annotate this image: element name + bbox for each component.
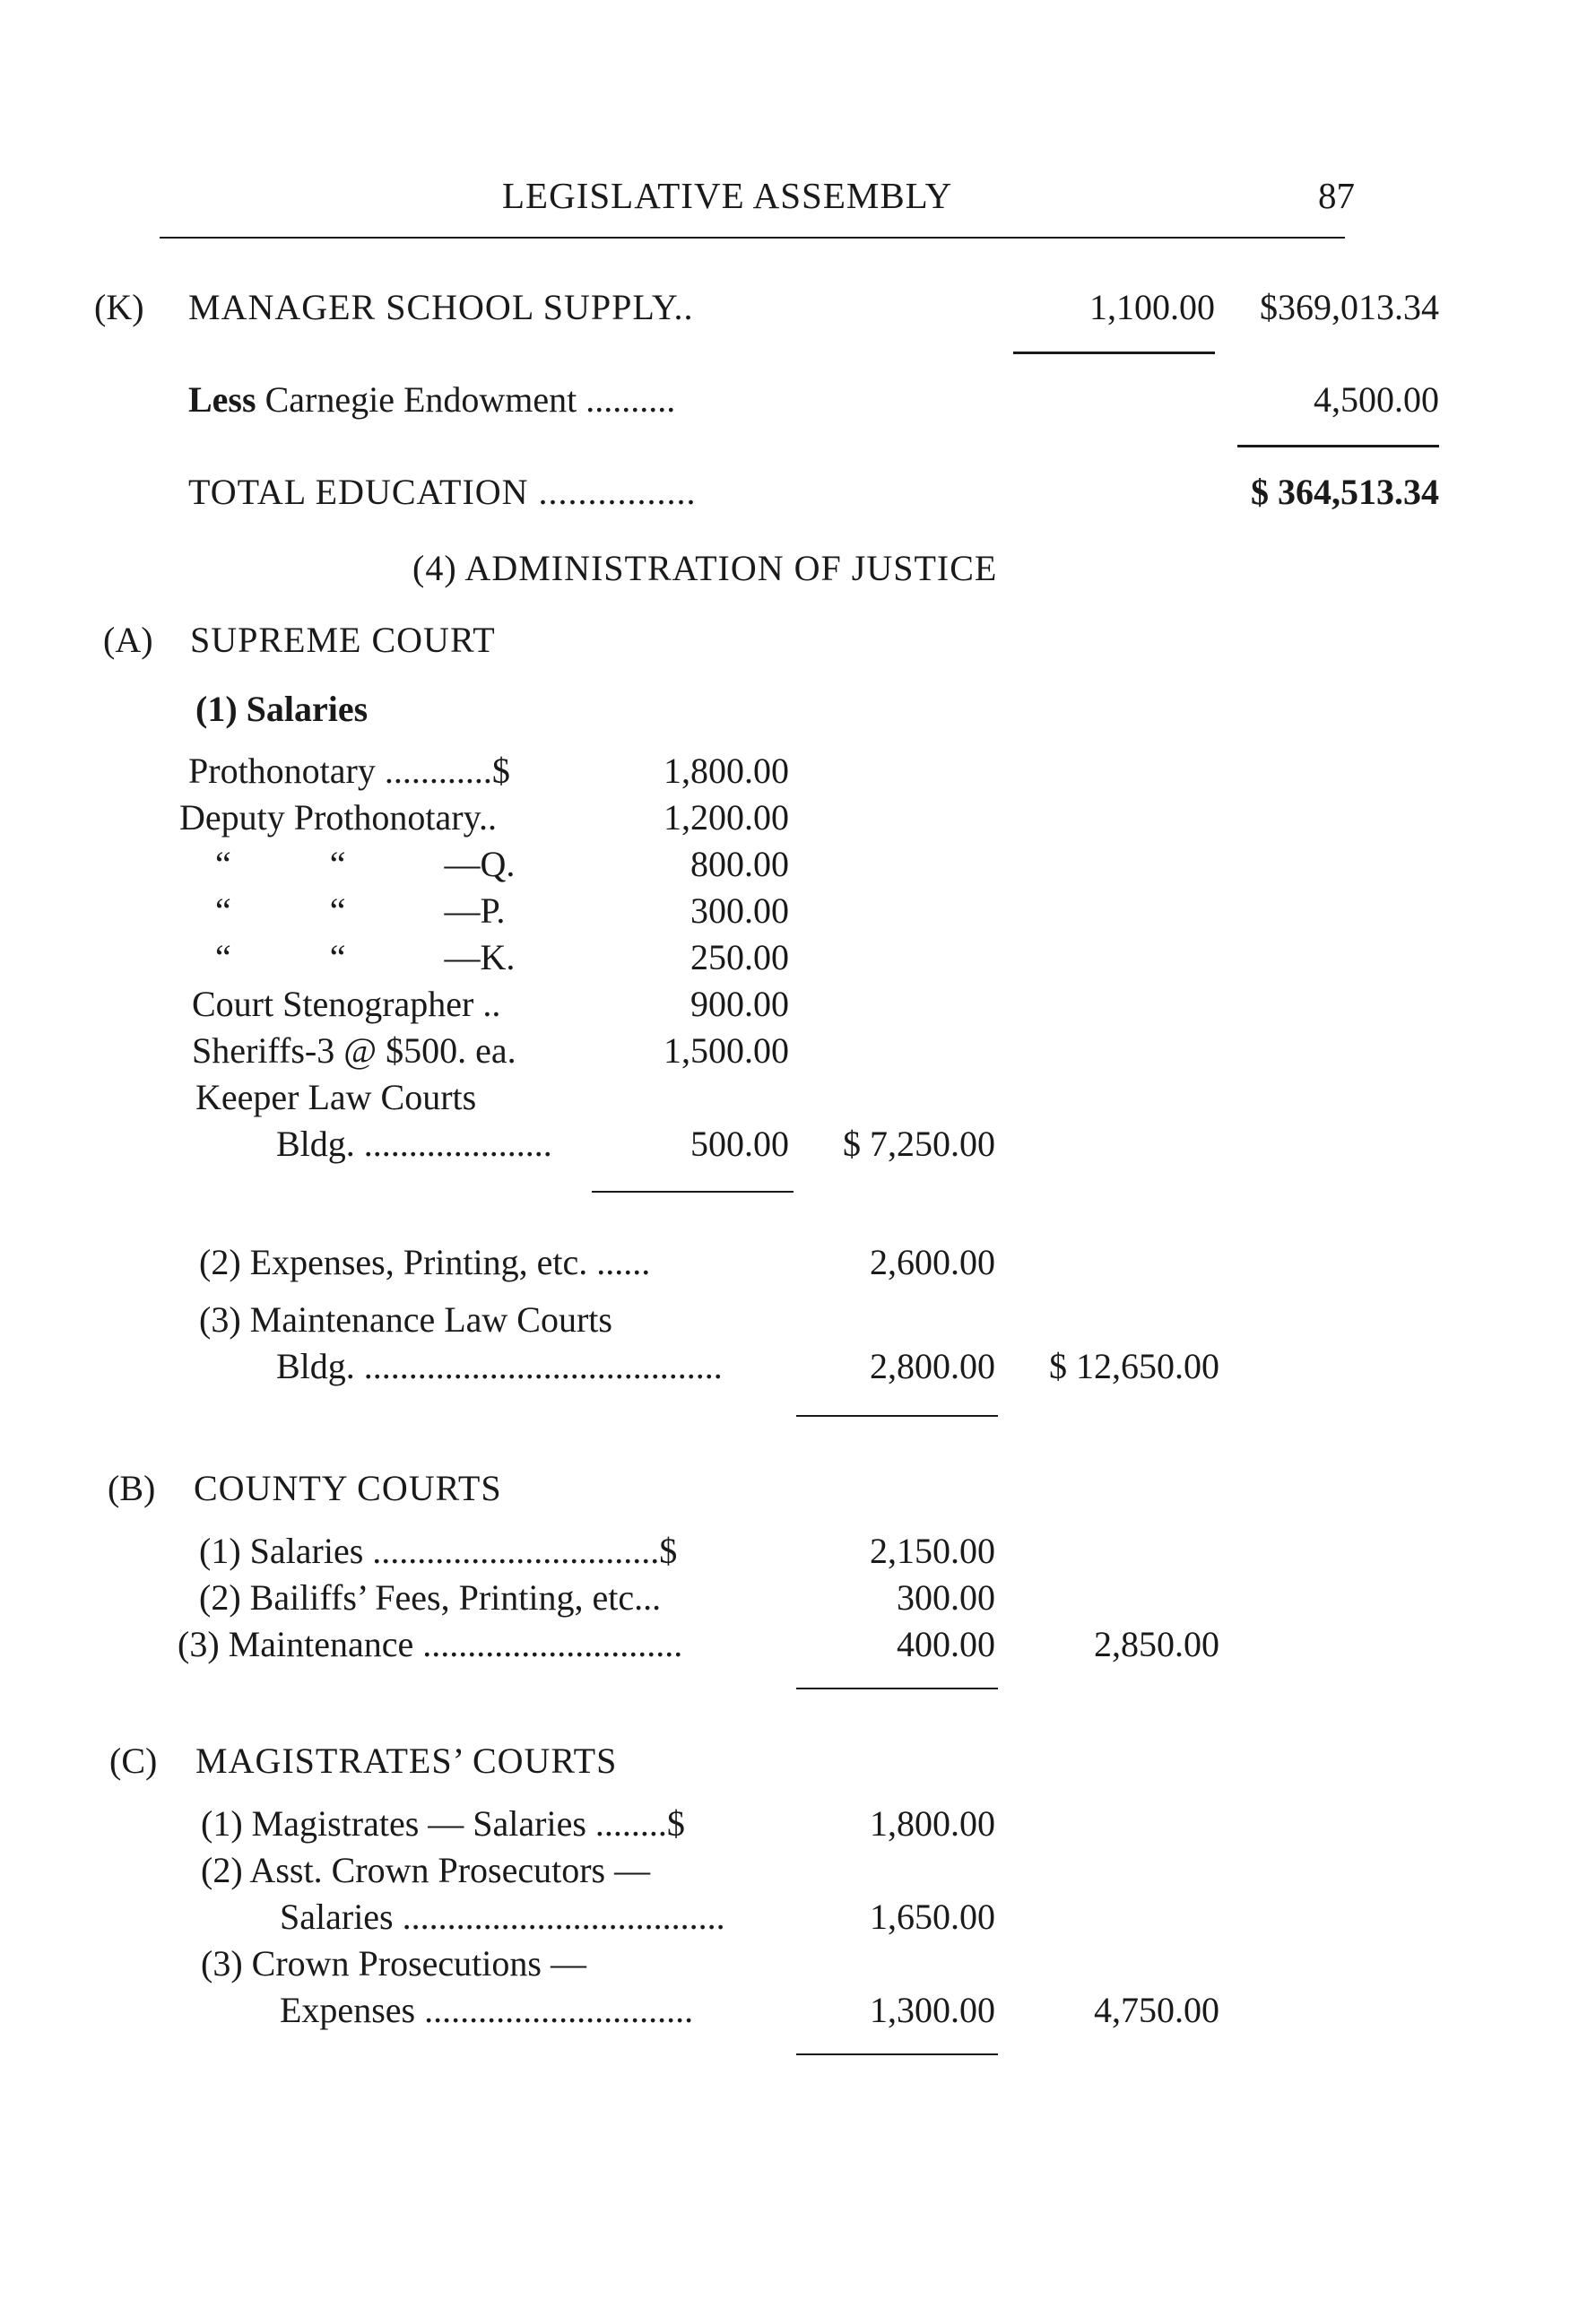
county-courts-rule [796, 1688, 998, 1689]
less-text: Carnegie Endowment .......... [265, 379, 676, 420]
magistrates-item-2-amount: 1,650.00 [870, 1897, 995, 1937]
magistrates-item-3-amount: 1,300.00 [870, 1990, 995, 2030]
supreme-salaries-heading: (1) Salaries [195, 689, 369, 729]
salary-row-amount: 900.00 [690, 984, 789, 1024]
salary-row-text: Bldg. ..................... [276, 1124, 552, 1164]
less-amount: 4,500.00 [1314, 379, 1439, 420]
supreme-salaries-total: $ 7,250.00 [843, 1124, 995, 1164]
salary-row-text: Deputy Prothonotary.. [179, 797, 498, 838]
k-amount-rule [1013, 352, 1215, 354]
supreme-expenses-amount: 2,600.00 [870, 1242, 995, 1282]
salary-row-text: Sheriffs-3 @ $500. ea. [192, 1030, 516, 1071]
magistrates-courts-rule [796, 2053, 998, 2055]
less-rule [1237, 445, 1439, 447]
salary-row-amount: 250.00 [690, 937, 789, 977]
salary-row-text: “ “ —K. [215, 937, 516, 977]
item-k-amount: 1,100.00 [1089, 287, 1215, 327]
salary-row-amount: 800.00 [690, 844, 789, 884]
magistrates-courts-title: MAGISTRATES’ COURTS [195, 1741, 618, 1781]
item-k-label: (K) [94, 287, 144, 327]
supreme-maintenance-rule [796, 1415, 998, 1417]
salary-row-amount: 1,800.00 [664, 751, 789, 791]
county-courts-label: (B) [108, 1468, 156, 1508]
less-bold: Less [188, 379, 256, 420]
page-number: 87 [1318, 175, 1355, 216]
supreme-court-label: (A) [103, 620, 153, 660]
salary-row-text: “ “ —Q. [215, 844, 516, 884]
magistrates-courts-label: (C) [109, 1741, 158, 1781]
justice-heading: (4) ADMINISTRATION OF JUSTICE [412, 548, 998, 588]
supreme-salaries-rule [592, 1191, 794, 1193]
county-item-text: (3) Maintenance ............................. [178, 1624, 683, 1664]
magistrates-courts-total: 4,750.00 [1094, 1990, 1219, 2030]
page-header-title: LEGISLATIVE ASSEMBLY [502, 175, 953, 216]
salary-row-text: Court Stenographer .. [192, 984, 501, 1024]
magistrates-item-1-amount: 1,800.00 [870, 1803, 995, 1844]
header-rule [160, 237, 1345, 239]
magistrates-item-2-text-1: (2) Asst. Crown Prosecutors — [201, 1850, 651, 1890]
county-courts-total: 2,850.00 [1094, 1624, 1219, 1664]
county-item-amount: 300.00 [897, 1577, 995, 1618]
supreme-maintenance-text-2: Bldg. ........................................ [276, 1346, 723, 1386]
salary-row-amount: 300.00 [690, 890, 789, 931]
item-k-text: MANAGER SCHOOL SUPPLY.. [188, 287, 694, 327]
supreme-court-title: SUPREME COURT [190, 620, 496, 660]
salary-row-amount: 1,500.00 [664, 1030, 789, 1071]
supreme-maintenance-text-1: (3) Maintenance Law Courts [199, 1299, 612, 1340]
item-k-subtotal: $369,013.34 [1260, 287, 1439, 327]
salary-row-amount: 1,200.00 [664, 797, 789, 838]
county-item-amount: 2,150.00 [870, 1531, 995, 1571]
magistrates-item-2-text-2: Salaries .................................... [280, 1897, 725, 1937]
salary-row-text: Keeper Law Courts [195, 1077, 477, 1117]
salary-row-text: “ “ —P. [215, 890, 506, 931]
supreme-expenses-text: (2) Expenses, Printing, etc. ...... [199, 1242, 651, 1282]
county-item-text: (2) Bailiffs’ Fees, Printing, etc... [199, 1577, 662, 1618]
magistrates-item-3-text-2: Expenses .............................. [280, 1990, 694, 2030]
total-education-amount: $ 364,513.34 [1251, 472, 1439, 512]
magistrates-item-3-text-1: (3) Crown Prosecutions — [201, 1943, 586, 1984]
county-courts-title: COUNTY COURTS [194, 1468, 502, 1508]
total-education-text: TOTAL EDUCATION ................ [188, 472, 697, 512]
supreme-maintenance-amount: 2,800.00 [870, 1346, 995, 1386]
salary-row-amount: 500.00 [690, 1124, 789, 1164]
supreme-court-total: $ 12,650.00 [1049, 1346, 1219, 1386]
county-item-text: (1) Salaries ................................$ [199, 1531, 678, 1571]
less-line [188, 378, 675, 421]
magistrates-item-1-text: (1) Magistrates — Salaries ........$ [201, 1803, 685, 1844]
salary-row-text: Prothonotary ............$ [188, 751, 510, 791]
county-item-amount: 400.00 [897, 1624, 995, 1664]
